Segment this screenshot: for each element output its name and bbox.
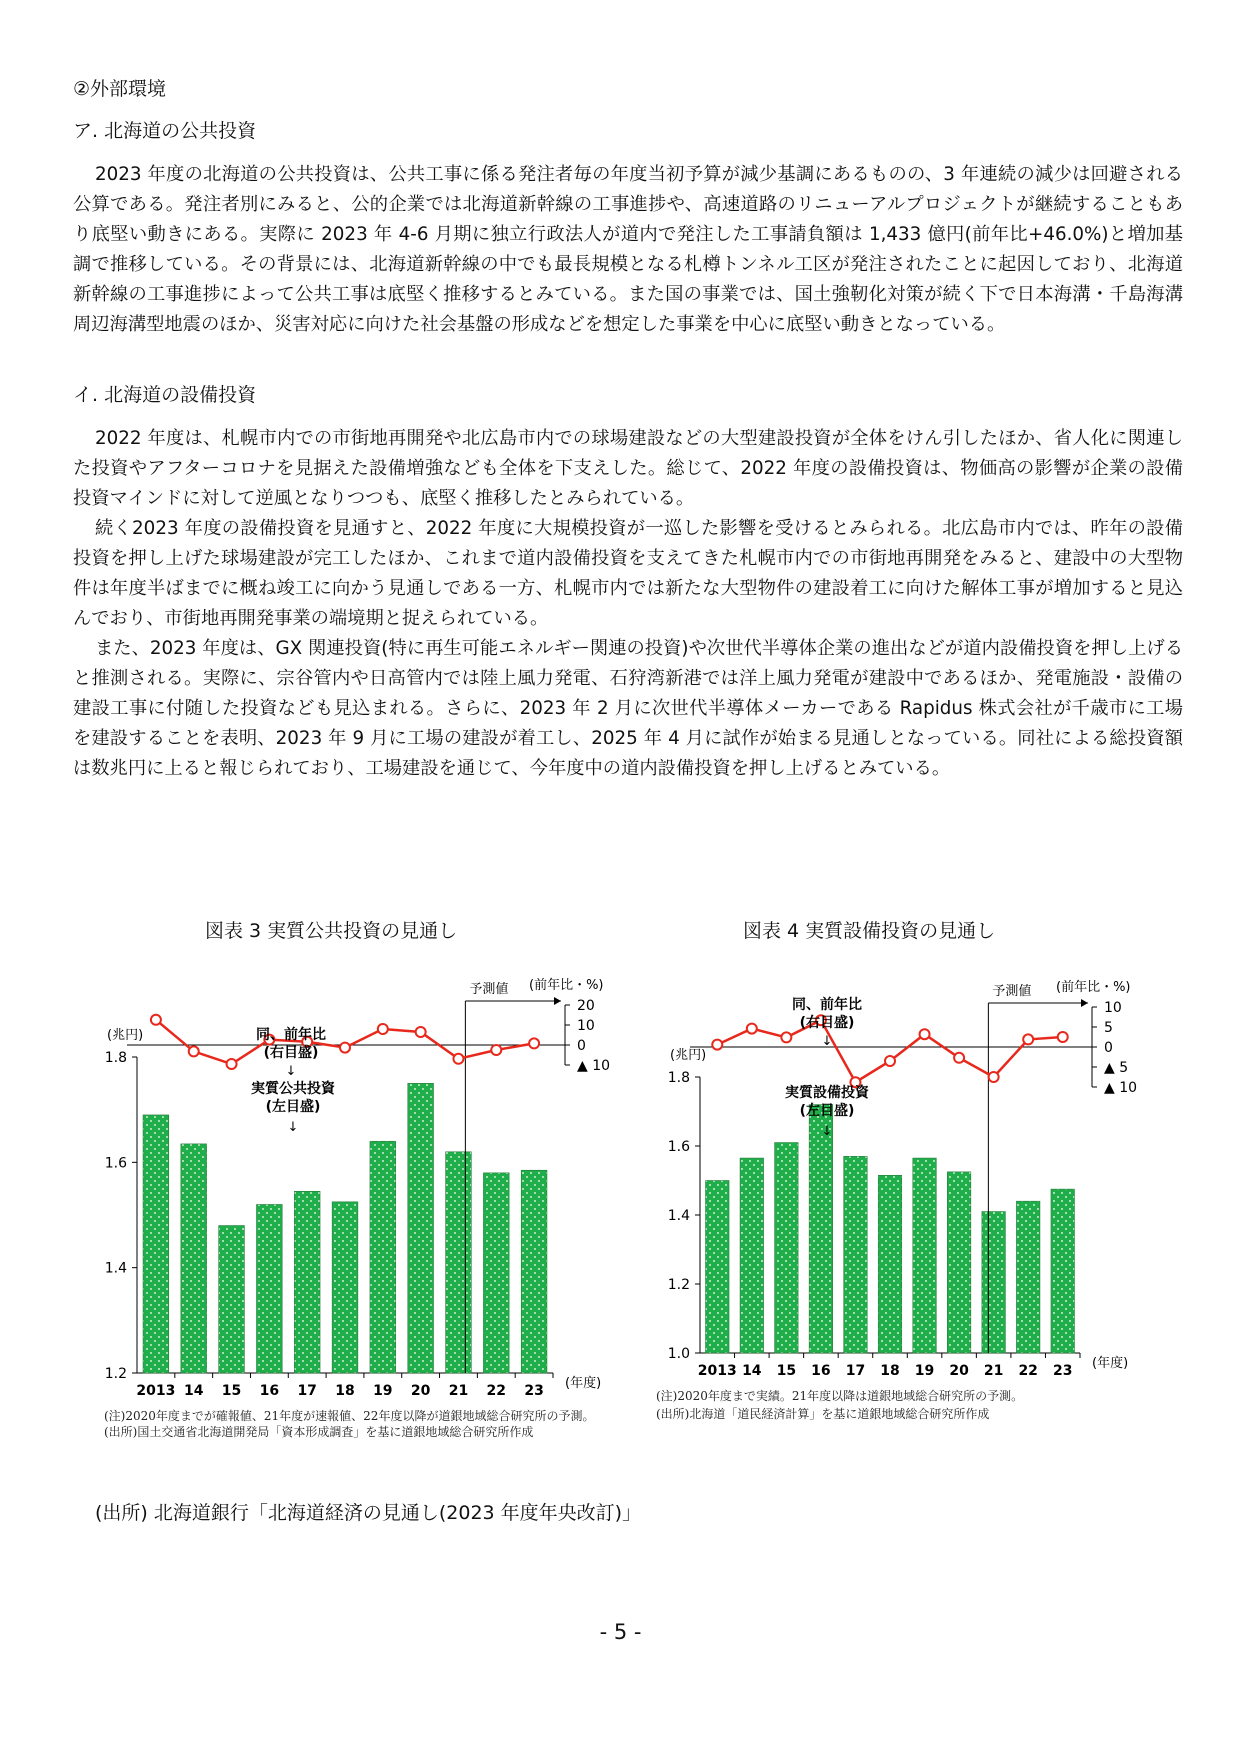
bar-14 <box>740 1158 763 1353</box>
bar-annotation: 実質設備投資 <box>785 1085 869 1101</box>
line-annotation: 同、前年比 <box>256 1027 326 1043</box>
bar-annotation: 実質公共投資 <box>251 1081 335 1097</box>
right-axis-tick-label: ▲ 10 <box>577 1058 611 1074</box>
figure3-source-note: (出所)国土交通省北海道開発局「資本形成調査」を基に道銀地域総合研究所作成 <box>104 1425 534 1439</box>
x-axis-tick-label: 22 <box>1018 1363 1038 1379</box>
right-axis-tick-label: 20 <box>577 998 595 1014</box>
right-axis-tick-label: ▲ 10 <box>1104 1080 1138 1096</box>
bar-18 <box>332 1202 358 1373</box>
left-axis-unit: (兆円) <box>107 1028 144 1043</box>
yoy-point-21 <box>989 1072 999 1082</box>
yoy-point-14 <box>189 1046 199 1056</box>
figure4-source-note: (出所)北海道「道民経済計算」を基に道銀地域総合研究所作成 <box>656 1407 990 1421</box>
yoy-point-15 <box>781 1032 791 1042</box>
bar-14 <box>181 1144 207 1373</box>
bar-15 <box>219 1226 245 1373</box>
x-axis-tick-label: 18 <box>335 1383 355 1399</box>
bar-annotation-scale: (左目盛) <box>799 1103 855 1119</box>
x-axis-tick-label: 22 <box>486 1383 507 1399</box>
bar-annotation-scale: (左目盛) <box>265 1099 321 1115</box>
bar-18 <box>878 1175 901 1353</box>
bar-17 <box>844 1156 867 1353</box>
yoy-point-20 <box>954 1053 964 1063</box>
left-axis-tick-label: 1.4 <box>667 1208 690 1224</box>
x-axis-tick-label: 15 <box>221 1383 242 1399</box>
yoy-point-14 <box>747 1024 757 1034</box>
figure4-title: 図表 4 実質設備投資の見通し <box>743 920 996 942</box>
right-axis-tick-label: 0 <box>1104 1040 1113 1056</box>
yoy-point-19 <box>920 1029 930 1039</box>
yoy-point-18 <box>885 1056 895 1066</box>
source-citation: (出所) 北海道銀行「北海道経済の見通し(2023 年度年央改訂)」 <box>95 1502 642 1524</box>
x-axis-unit: (年度) <box>565 1376 602 1391</box>
figure4-note: (注)2020年度まで実績。21年度以降は道銀地域総合研究所の予測。 <box>656 1389 1024 1403</box>
bar-annotation-arrow: ↓ <box>287 1120 299 1135</box>
bar-21 <box>982 1212 1005 1353</box>
chart-public-investment <box>85 975 625 1405</box>
left-axis-unit: (兆円) <box>670 1048 707 1063</box>
yoy-point-2013 <box>712 1040 722 1050</box>
heading-public-investment: ア. 北海道の公共投資 <box>73 120 257 142</box>
left-axis-tick-label: 1.2 <box>667 1277 690 1293</box>
right-axis-tick-label: 10 <box>577 1018 595 1034</box>
x-axis-tick-label: 15 <box>776 1363 797 1379</box>
chart-capital-investment <box>652 975 1172 1385</box>
left-axis-tick-label: 1.6 <box>667 1139 690 1155</box>
bar-23 <box>1051 1189 1074 1353</box>
paragraph-block-public-investment <box>73 160 1183 340</box>
x-axis-tick-label: 20 <box>410 1383 431 1399</box>
paragraph: 2023 年度の北海道の公共投資は、公共工事に係る発注者毎の年度当初予算が減少基調にあるものの、3 年連続の減少は回避される公算である。発注者別にみると、公的企業では北海道新幹線の工事進捗や、高速道路のリニューアルプロジェクトが継続することもあり底堅い動きにある。実際に 2023 年 4-6 月期に独立行政法人が道内で発注した工事請負額は 1,433 億円(前年比+46.0%)と増加基調で推移している。その背景には、北海道新幹線の中でも最長規模となる札樽トンネル工区が発注されたことに起因しており、北海道新幹線の工事進捗によって公共工事は底堅く推移するとみている。また国の事業では、国土強靭化対策が続く下で日本海溝・千島海溝周辺海溝型地震のほか、災害対応に向けた社会基盤の形成などを想定した事業を中心に底堅い動きとなっている。 <box>73 164 1183 335</box>
x-axis-tick-label: 21 <box>983 1363 1004 1379</box>
line-annotation-scale: (右目盛) <box>799 1015 855 1031</box>
right-axis-unit: (前年比・%) <box>529 978 604 993</box>
bar-22 <box>483 1173 509 1373</box>
bar-15 <box>775 1143 798 1353</box>
yoy-point-19 <box>378 1024 388 1034</box>
yoy-line <box>717 1020 1062 1082</box>
x-axis-tick-label: 19 <box>373 1383 393 1399</box>
section-heading-external-environment: ②外部環境 <box>73 78 167 100</box>
left-axis-tick-label: 1.6 <box>104 1155 127 1172</box>
right-axis-tick-label: 5 <box>1104 1020 1113 1036</box>
yoy-point-22 <box>1023 1034 1033 1044</box>
bar-20 <box>947 1172 970 1353</box>
x-axis-tick-label: 2013 <box>697 1363 737 1379</box>
x-axis-tick-label: 21 <box>448 1383 469 1399</box>
x-axis-tick-label: 18 <box>880 1363 900 1379</box>
bar-19 <box>913 1158 936 1353</box>
right-axis-tick-label: 0 <box>577 1038 586 1054</box>
bar-23 <box>521 1170 547 1373</box>
paragraph: また、2023 年度は、GX 関連投資(特に再生可能エネルギー関連の投資)や次世代半導体企業の進出などが道内設備投資を押し上げると推測される。実際に、宗谷管内や日高管内では陸上風力発電、石狩湾新港では洋上風力発電が建設中であるほか、発電施設・設備の建設工事に付随した投資なども見込まれる。さらに、2023 年 2 月に次世代半導体メーカーである Rapidus 株式会社が千歳市に工場を建設することを表明、2023 年 9 月に工場の建設が着工し、2025 年 4 月に試作が始まる見通しとなっている。同社による総投資額は数兆円に上ると報じられており、工場建設を通じて、今年度中の道内設備投資を押し上げるとみている。 <box>73 638 1183 779</box>
bar-16 <box>809 1105 832 1353</box>
bar-2013 <box>706 1181 729 1354</box>
left-axis-tick-label: 1.4 <box>104 1260 127 1277</box>
left-axis-tick-label: 1.2 <box>104 1366 127 1382</box>
yoy-point-15 <box>227 1059 237 1069</box>
line-annotation-arrow: ↓ <box>285 1064 297 1079</box>
bar-annotation-arrow: ↓ <box>821 1124 833 1139</box>
x-axis-tick-label: 23 <box>524 1383 544 1399</box>
yoy-point-2013 <box>151 1015 161 1025</box>
x-axis-tick-label: 2013 <box>136 1383 176 1399</box>
bar-16 <box>257 1204 283 1373</box>
yoy-point-18 <box>340 1043 350 1053</box>
x-axis-tick-label: 17 <box>845 1363 866 1379</box>
bar-17 <box>294 1191 320 1373</box>
line-annotation-arrow: ↓ <box>821 1034 833 1049</box>
bar-19 <box>370 1141 396 1373</box>
paragraph: 2022 年度は、札幌市内での市街地再開発や北広島市内での球場建設などの大型建設投資が全体をけん引したほか、省人化に関連した投資やアフターコロナを見据えた設備増強なども全体を下支えした。総じて、2022 年度の設備投資は、物価高の影響が企業の設備投資マインドに対して逆風となりつつも、底堅く推移したとみられている。 <box>73 428 1183 509</box>
yoy-point-23 <box>529 1038 539 1048</box>
forecast-arrow-head <box>1081 999 1088 1007</box>
right-axis-tick-label: 10 <box>1104 1000 1122 1016</box>
x-axis-tick-label: 17 <box>297 1383 317 1399</box>
x-axis-tick-label: 20 <box>949 1363 969 1379</box>
figure3-title: 図表 3 実質公共投資の見通し <box>205 920 458 942</box>
line-annotation: 同、前年比 <box>792 997 862 1013</box>
bar-21 <box>446 1152 472 1373</box>
left-axis-tick-label: 1.8 <box>667 1070 690 1086</box>
bar-22 <box>1016 1201 1039 1353</box>
figure3-note: (注)2020年度までが確報値、21年度が速報値、22年度以降が道銀地域総合研究所の予測。 <box>104 1409 595 1423</box>
left-axis-tick-label: 1.8 <box>104 1050 127 1066</box>
x-axis-tick-label: 14 <box>742 1363 762 1379</box>
forecast-label: 予測値 <box>992 984 1032 999</box>
forecast-arrow-head <box>554 997 561 1005</box>
bar-2013 <box>143 1115 169 1373</box>
x-axis-tick-label: 19 <box>914 1363 935 1379</box>
x-axis-tick-label: 16 <box>811 1363 831 1379</box>
yoy-point-22 <box>491 1045 501 1055</box>
line-annotation-scale: (右目盛) <box>263 1045 319 1061</box>
yoy-point-21 <box>453 1054 463 1064</box>
x-axis-unit: (年度) <box>1092 1356 1129 1371</box>
forecast-label: 予測値 <box>469 982 509 997</box>
yoy-point-20 <box>416 1027 426 1037</box>
bar-20 <box>408 1083 434 1373</box>
paragraph: 続く2023 年度の設備投資を見通すと、2022 年度に大規模投資が一巡した影響を受けるとみられる。北広島市内では、昨年の設備投資を押し上げた球場建設が完工したほか、これまで道内設備投資を支えてきた札幌市内での市街地再開発をみると、建設中の大型物件は年度半ばまでに概ね竣工に向かう見通しである一方、札幌市内では新たな大型物件の建設着工に向けた解体工事が増加すると見込んでおり、市街地再開発事業の端境期と捉えられている。 <box>73 518 1183 629</box>
right-axis-unit: (前年比・%) <box>1056 980 1131 995</box>
page-number: - 5 - <box>599 1620 642 1644</box>
x-axis-tick-label: 23 <box>1052 1363 1073 1379</box>
paragraph-block-capital-investment <box>73 424 1183 784</box>
x-axis-tick-label: 16 <box>259 1383 280 1399</box>
yoy-point-23 <box>1058 1032 1068 1042</box>
x-axis-tick-label: 14 <box>183 1383 204 1399</box>
right-axis-tick-label: ▲ 5 <box>1104 1060 1129 1076</box>
heading-capital-investment: イ. 北海道の設備投資 <box>73 384 257 406</box>
left-axis-tick-label: 1.0 <box>667 1346 690 1362</box>
